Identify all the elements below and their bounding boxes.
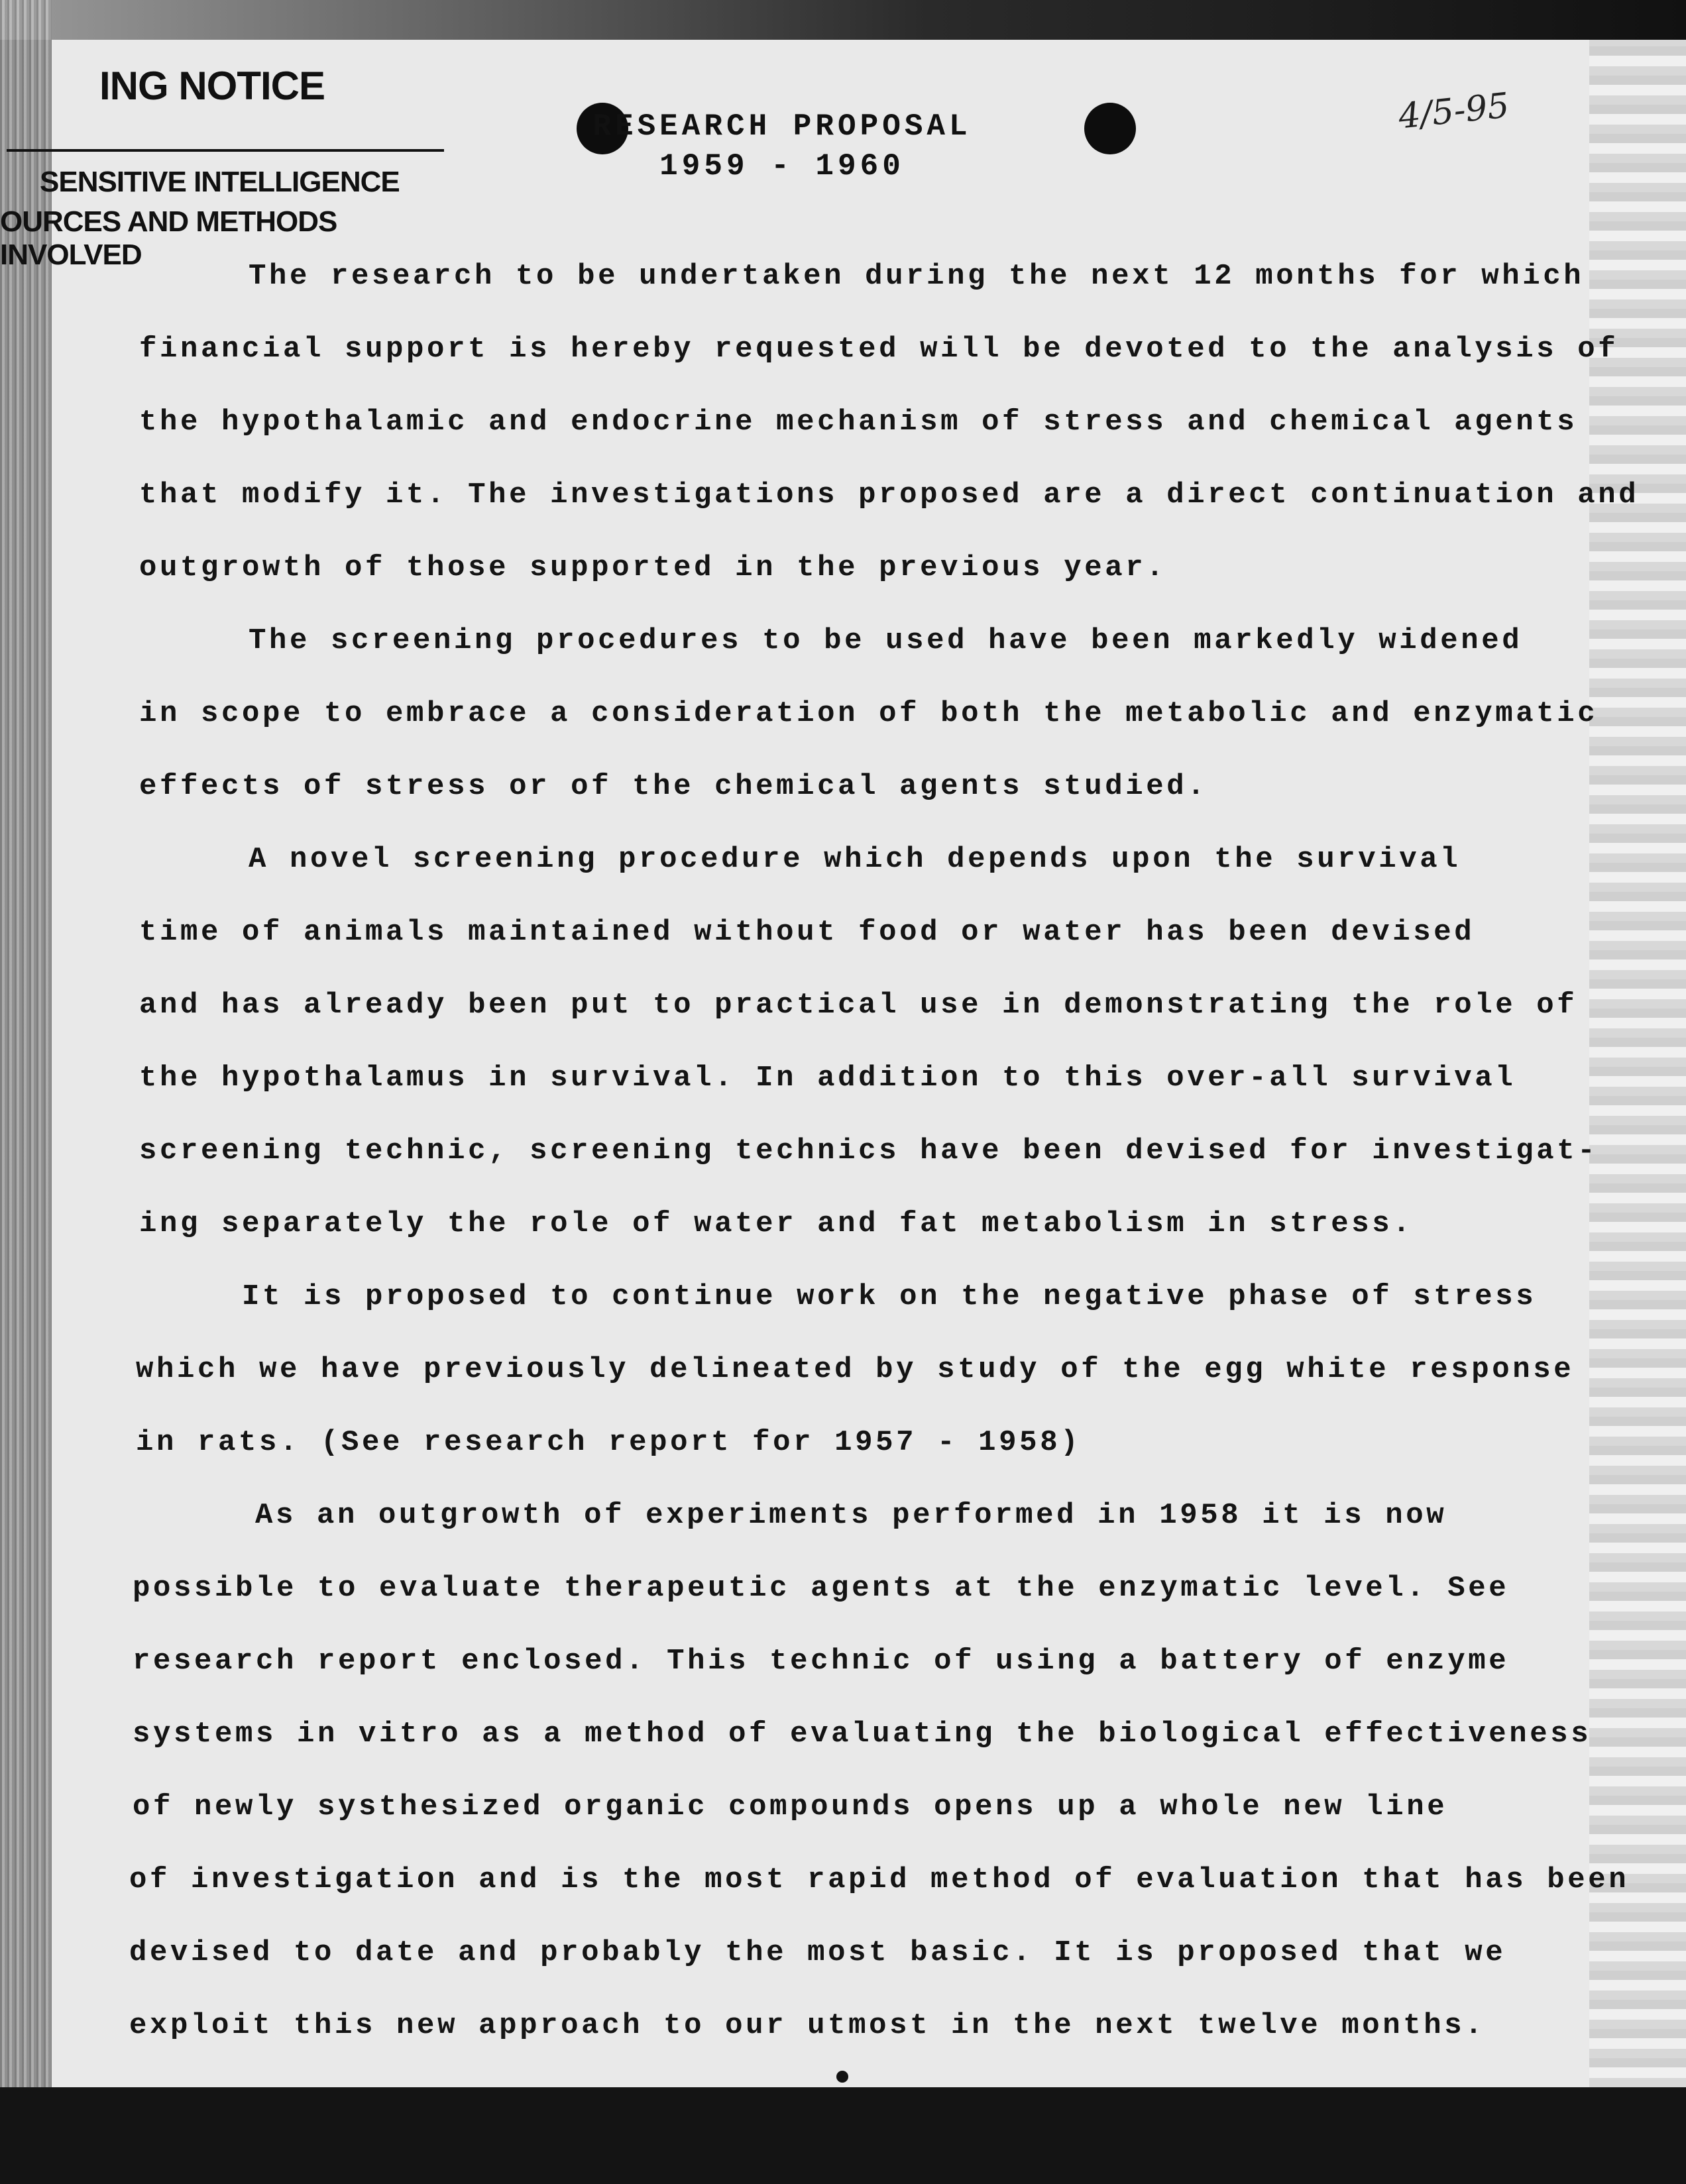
body-line: screening technic, screening technics have been devised for investigat-: [139, 1134, 1599, 1168]
scan-left-edge: [0, 0, 52, 2184]
notice-line-sensitive: SENSITIVE INTELLIGENCE: [40, 166, 400, 198]
body-line: effects of stress or of the chemical agents studied.: [139, 770, 1208, 803]
body-line: outgrowth of those supported in the previous year.: [139, 551, 1167, 584]
notice-heading: ING NOTICE: [99, 64, 325, 108]
body-line: systems in vitro as a method of evaluating the biological effectiveness: [133, 1718, 1592, 1751]
body-line: in scope to embrace a consideration of both the metabolic and enzymatic: [139, 697, 1599, 730]
body-line: A novel screening procedure which depends upon the survival: [249, 843, 1461, 876]
scan-bottom-edge: [0, 2087, 1686, 2184]
body-line: financial support is hereby requested will be devoted to the analysis of: [139, 333, 1619, 366]
document-years: 1959 - 1960: [659, 149, 905, 184]
punch-hole-right: [1084, 103, 1136, 154]
body-line: ing separately the role of water and fat metabolism in stress.: [139, 1207, 1414, 1240]
body-line: the hypothalamic and endocrine mechanism of stress and chemical agents: [139, 406, 1578, 439]
body-line: the hypothalamus in survival. In addition to this over-all survival: [139, 1062, 1516, 1095]
notice-line-sources: OURCES AND METHODS INVOLVED: [0, 205, 337, 271]
body-line: exploit this new approach to our utmost in the next twelve months.: [129, 2009, 1486, 2042]
body-line: time of animals maintained without food or water has been devised: [139, 916, 1475, 949]
body-line: possible to evaluate therapeutic agents at the enzymatic level. See: [133, 1572, 1510, 1605]
scan-top-edge: [0, 0, 1686, 40]
body-line: of investigation and is the most rapid method of evaluation that has been: [129, 1863, 1630, 1896]
handwritten-note: 4/5-95: [1396, 85, 1512, 137]
body-line: The screening procedures to be used have been markedly widened: [249, 624, 1523, 657]
body-line: The research to be undertaken during the next 12 months for which: [249, 260, 1585, 293]
body-line: As an outgrowth of experiments performed in 1958 it is now: [255, 1499, 1447, 1532]
body-line: and has already been put to practical use in demonstrating the role of: [139, 989, 1578, 1022]
body-line: which we have previously delineated by study of the egg white response: [136, 1353, 1575, 1386]
body-line: It is proposed to continue work on the negative phase of stress: [242, 1280, 1537, 1313]
body-line: that modify it. The investigations proposed are a direct continuation and: [139, 478, 1640, 512]
notice-divider: [7, 149, 444, 152]
body-line: research report enclosed. This technic of using a battery of enzyme: [133, 1645, 1510, 1678]
body-line: in rats. (See research report for 1957 - 1958): [136, 1426, 1082, 1459]
ink-speck: [836, 2071, 848, 2083]
body-line: devised to date and probably the most basic. It is proposed that we: [129, 1936, 1506, 1969]
document-title: RESEARCH PROPOSAL: [592, 109, 972, 144]
body-line: of newly systhesized organic compounds opens up a whole new line: [133, 1790, 1448, 1824]
